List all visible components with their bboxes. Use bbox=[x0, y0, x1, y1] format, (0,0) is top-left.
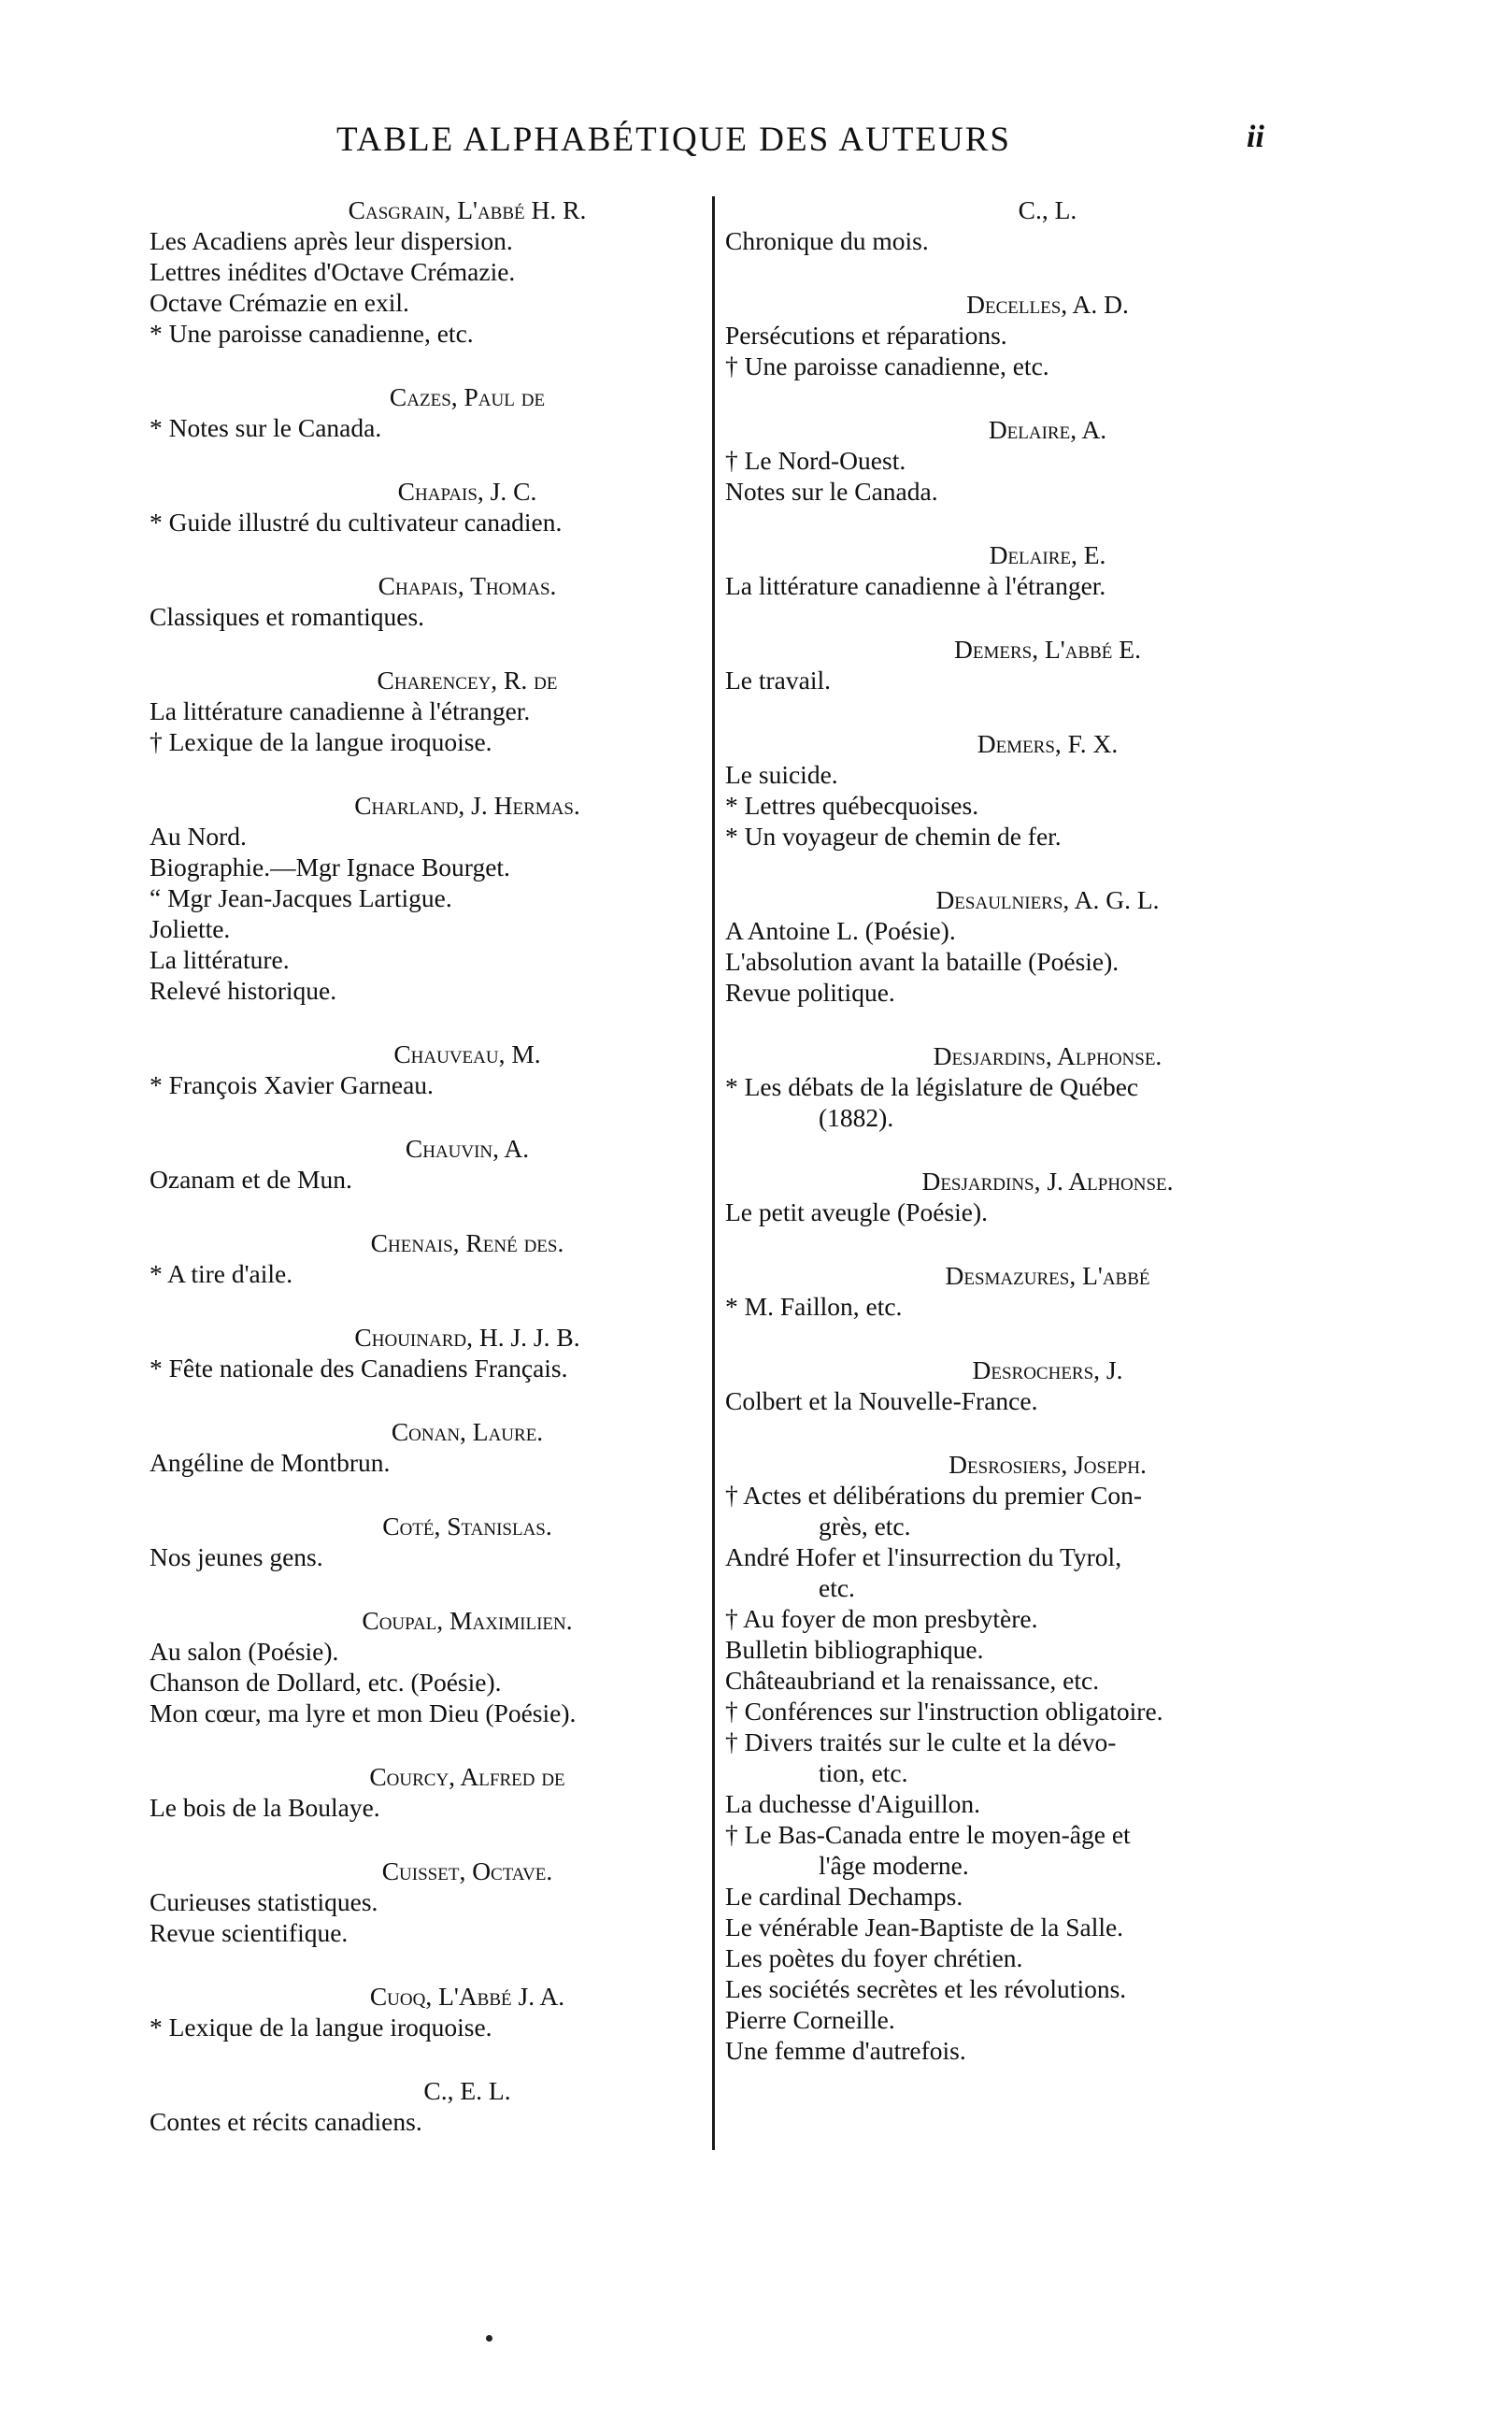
author-entry bbox=[725, 1040, 1295, 1133]
work-title: Les Acadiens après leur dispersion. bbox=[150, 226, 513, 255]
author-entry bbox=[150, 1981, 710, 2042]
author-entry bbox=[150, 381, 710, 443]
work-title: * Guide illustré du cultivateur canadien. bbox=[150, 508, 563, 537]
work-title: A Antoine L. (Poésie). bbox=[725, 916, 956, 945]
author-name: Delaire, E. bbox=[989, 540, 1106, 569]
author-name: Conan, Laure. bbox=[391, 1417, 544, 1446]
author-name: Charland, J. Hermas. bbox=[354, 791, 580, 820]
work-title: Nos jeunes gens. bbox=[150, 1542, 323, 1571]
work-title: Le suicide. bbox=[725, 760, 838, 789]
work-title: Les sociétés secrètes et les révolutions. bbox=[725, 1974, 1127, 2003]
author-entry bbox=[150, 476, 710, 537]
author-entry bbox=[725, 884, 1295, 1008]
author-name: C., E. L. bbox=[423, 2076, 511, 2105]
work-title: etc. bbox=[819, 1573, 855, 1602]
work-title: Colbert et la Nouvelle-France. bbox=[725, 1386, 1038, 1415]
author-name: Demers, L'abbé E. bbox=[954, 635, 1141, 664]
author-entry bbox=[725, 1354, 1295, 1416]
work-title: * Lettres québecquoises. bbox=[725, 791, 979, 820]
work-title: * Lexique de la langue iroquoise. bbox=[150, 2013, 492, 2042]
author-name: Chouinard, H. J. J. B. bbox=[354, 1323, 580, 1352]
work-title: Les poètes du foyer chrétien. bbox=[725, 1943, 1023, 1972]
work-title: Le cardinal Dechamps. bbox=[725, 1882, 963, 1911]
work-title: Mon cœur, ma lyre et mon Dieu (Poésie). bbox=[150, 1698, 577, 1727]
author-name: Cuisset, Octave. bbox=[381, 1856, 553, 1885]
work-title: La littérature canadienne à l'étranger. bbox=[150, 696, 531, 725]
work-title: Le travail. bbox=[725, 666, 831, 695]
author-entry bbox=[725, 414, 1295, 507]
work-title: Au Nord. bbox=[150, 822, 247, 851]
work-title: Au salon (Poésie). bbox=[150, 1637, 339, 1666]
work-title: † Une paroisse canadienne, etc. bbox=[725, 351, 1049, 380]
author-name: Chauveau, M. bbox=[393, 1039, 541, 1068]
work-title: Notes sur le Canada. bbox=[725, 477, 938, 506]
author-entry bbox=[725, 728, 1295, 852]
author-entry bbox=[150, 1856, 710, 1948]
author-name: Coté, Stanislas. bbox=[382, 1512, 552, 1540]
work-title: † Lexique de la langue iroquoise. bbox=[150, 727, 492, 756]
work-title: La duchesse d'Aiguillon. bbox=[725, 1789, 981, 1818]
work-title: * Une paroisse canadienne, etc. bbox=[150, 319, 474, 348]
author-entry bbox=[150, 570, 710, 632]
work-title: Pierre Corneille. bbox=[725, 2005, 895, 2034]
work-title: Contes et récits canadiens. bbox=[150, 2107, 422, 2136]
author-entry bbox=[150, 1605, 710, 1728]
author-entry bbox=[150, 1039, 710, 1100]
author-entry bbox=[725, 1449, 1295, 2066]
author-name: Desjardins, J. Alphonse. bbox=[921, 1167, 1174, 1196]
work-title: Lettres inédites d'Octave Crémazie. bbox=[150, 257, 516, 286]
work-title: Joliette. bbox=[150, 914, 231, 943]
author-entry bbox=[150, 1416, 710, 1478]
work-title: * François Xavier Garneau. bbox=[150, 1070, 434, 1099]
author-entry bbox=[150, 790, 710, 1006]
running-title: TABLE ALPHABÉTIQUE DES AUTEURS bbox=[336, 121, 1012, 159]
work-title: Angéline de Montbrun. bbox=[150, 1448, 391, 1477]
work-title: André Hofer et l'insurrection du Tyrol, bbox=[725, 1542, 1122, 1571]
work-title: * A tire d'aile. bbox=[150, 1259, 293, 1288]
author-name: Desaulniers, A. G. L. bbox=[935, 885, 1160, 914]
author-entry bbox=[725, 1260, 1295, 1322]
work-title: l'âge moderne. bbox=[819, 1851, 969, 1880]
author-name: Delaire, A. bbox=[988, 415, 1107, 444]
author-name: Decelles, A. D. bbox=[966, 290, 1129, 319]
author-name: Desjardins, Alphonse. bbox=[933, 1041, 1163, 1070]
column-divider bbox=[712, 196, 715, 2150]
author-entry bbox=[150, 2075, 710, 2137]
work-title: Chanson de Dollard, etc. (Poésie). bbox=[150, 1668, 502, 1697]
work-title: Persécutions et réparations. bbox=[725, 321, 1007, 350]
work-title: Octave Crémazie en exil. bbox=[150, 288, 409, 317]
author-name: Desrochers, J. bbox=[972, 1355, 1123, 1384]
work-title: Revue politique. bbox=[725, 978, 895, 1007]
work-title: (1882). bbox=[819, 1103, 894, 1132]
author-name: Casgrain, L'abbé H. R. bbox=[348, 195, 587, 224]
work-title: grès, etc. bbox=[819, 1512, 911, 1540]
author-name: Cazes, Paul de bbox=[389, 382, 546, 411]
work-title: * Les débats de la législature de Québec bbox=[725, 1072, 1139, 1101]
ink-dot bbox=[486, 2335, 492, 2342]
author-name: Coupal, Maximilien. bbox=[362, 1606, 573, 1635]
author-name: Charencey, R. de bbox=[377, 666, 558, 695]
author-name: Chapais, J. C. bbox=[397, 477, 537, 506]
work-title: Le petit aveugle (Poésie). bbox=[725, 1197, 989, 1226]
work-title: Bulletin bibliographique. bbox=[725, 1635, 984, 1664]
work-title: L'absolution avant la bataille (Poésie). bbox=[725, 947, 1120, 976]
author-name: Chapais, Thomas. bbox=[378, 571, 557, 600]
work-title: Biographie.—Mgr Ignace Bourget. bbox=[150, 853, 510, 881]
author-name: Desrosiers, Joseph. bbox=[949, 1450, 1147, 1479]
work-title: * Un voyageur de chemin de fer. bbox=[725, 822, 1062, 851]
work-title: † Divers traités sur le culte et la dévo- bbox=[725, 1727, 1117, 1756]
author-name: Desmazures, L'abbé bbox=[945, 1261, 1150, 1290]
work-title: Une femme d'autrefois. bbox=[725, 2036, 966, 2065]
work-title: “ Mgr Jean-Jacques Lartigue. bbox=[150, 883, 452, 912]
work-title: Revue scientifique. bbox=[150, 1918, 349, 1947]
work-title: Relevé historique. bbox=[150, 976, 337, 1005]
work-title: * Notes sur le Canada. bbox=[150, 413, 382, 442]
author-name: Courcy, Alfred de bbox=[369, 1762, 565, 1791]
work-title: * M. Faillon, etc. bbox=[725, 1292, 903, 1321]
work-title: † Au foyer de mon presbytère. bbox=[725, 1604, 1038, 1633]
work-title: Ozanam et de Mun. bbox=[150, 1165, 352, 1194]
page-number: ii bbox=[1247, 120, 1264, 154]
author-name: Chauvin, A. bbox=[405, 1134, 530, 1163]
author-name: Cuoq, L'Abbé J. A. bbox=[369, 1982, 565, 2011]
author-entry bbox=[725, 539, 1295, 601]
left-column bbox=[150, 194, 710, 2170]
author-name: C., L. bbox=[1018, 195, 1077, 224]
author-entry bbox=[150, 1227, 710, 1289]
author-entry bbox=[150, 194, 710, 349]
work-title: Le bois de la Boulaye. bbox=[150, 1793, 380, 1822]
work-title: † Le Nord-Ouest. bbox=[725, 446, 906, 475]
author-entry bbox=[150, 1133, 710, 1195]
author-entry bbox=[725, 1166, 1295, 1227]
author-entry bbox=[725, 289, 1295, 381]
author-entry bbox=[150, 1322, 710, 1383]
work-title: tion, etc. bbox=[819, 1758, 908, 1787]
work-title: Curieuses statistiques. bbox=[150, 1887, 378, 1916]
author-entry bbox=[150, 1761, 710, 1823]
author-name: Chenais, René des. bbox=[370, 1228, 564, 1257]
work-title: † Actes et délibérations du premier Con- bbox=[725, 1481, 1142, 1510]
work-title: La littérature. bbox=[150, 945, 290, 974]
work-title: † Le Bas-Canada entre le moyen-âge et bbox=[725, 1820, 1131, 1849]
author-entry bbox=[725, 194, 1295, 256]
work-title: Le vénérable Jean-Baptiste de la Salle. bbox=[725, 1913, 1124, 1942]
author-entry bbox=[150, 665, 710, 757]
work-title: La littérature canadienne à l'étranger. bbox=[725, 571, 1106, 600]
author-name: Demers, F. X. bbox=[977, 729, 1119, 758]
work-title: * Fête nationale des Canadiens Français. bbox=[150, 1354, 568, 1383]
page-header bbox=[0, 120, 1512, 166]
author-entry bbox=[725, 634, 1295, 695]
work-title: † Conférences sur l'instruction obligatoire. bbox=[725, 1697, 1163, 1726]
work-title: Classiques et romantiques. bbox=[150, 602, 425, 631]
work-title: Chronique du mois. bbox=[725, 226, 929, 255]
work-title: Châteaubriand et la renaissance, etc. bbox=[725, 1666, 1100, 1695]
author-entry bbox=[150, 1511, 710, 1572]
right-column bbox=[725, 194, 1295, 2099]
